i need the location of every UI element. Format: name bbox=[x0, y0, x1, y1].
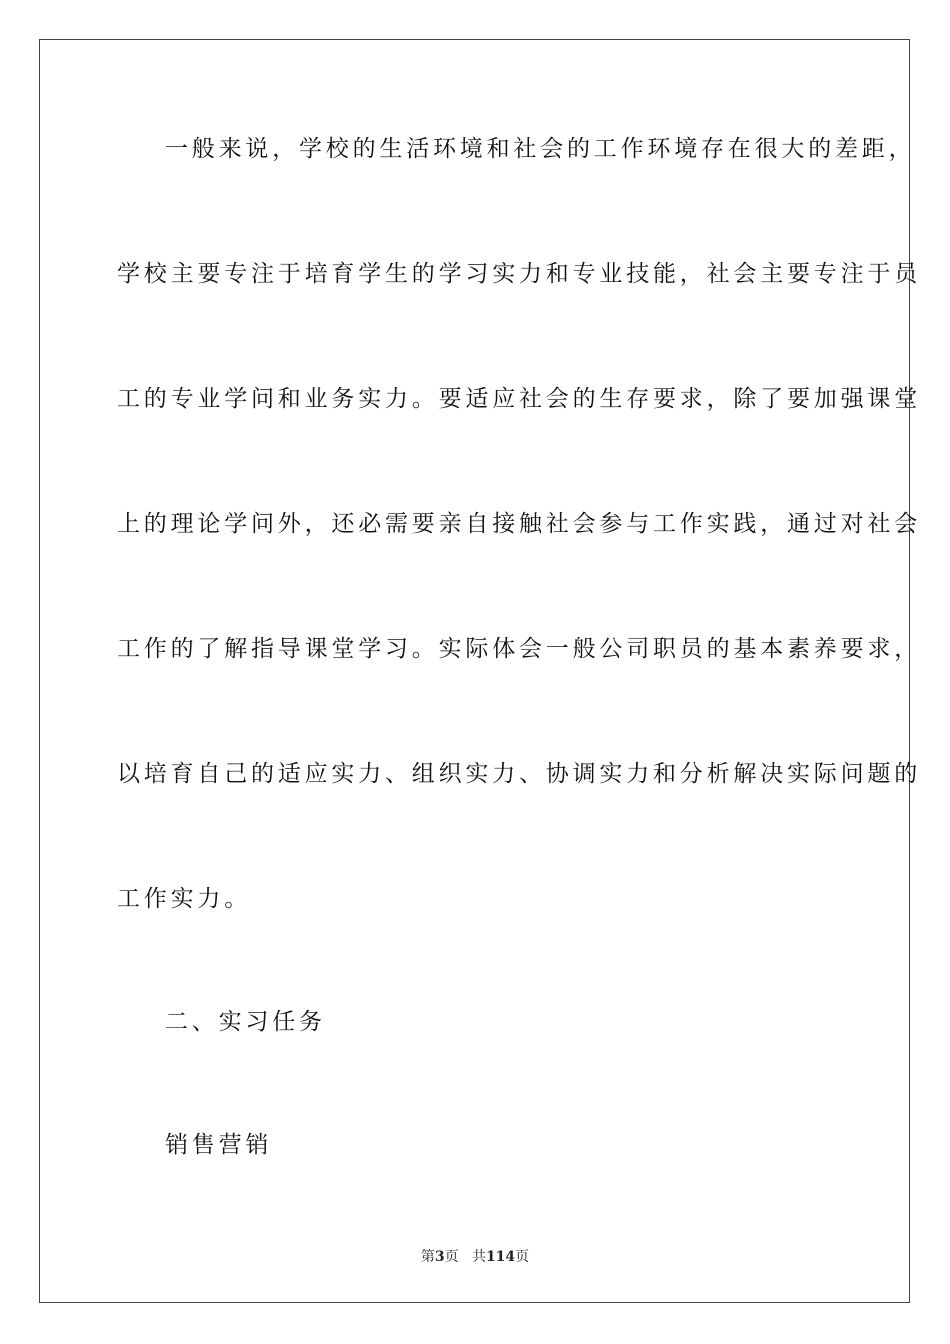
paragraph-line-7: 工作实力。 bbox=[117, 886, 251, 912]
footer-page-suffix: 页 bbox=[444, 1249, 459, 1265]
footer-total-suffix: 页 bbox=[515, 1249, 530, 1265]
section-heading: 二、实习任务 bbox=[165, 1009, 326, 1035]
footer-page-prefix: 第 bbox=[420, 1249, 435, 1265]
paragraph-line-5: 工作的了解指导课堂学习。实际体会一般公司职员的基本素养要求， bbox=[117, 636, 921, 662]
footer-total-pages: 114 bbox=[485, 1249, 516, 1265]
paragraph-line-4: 上的理论学问外，还必需要亲自接触社会参与工作实践，通过对社会 bbox=[117, 511, 921, 537]
page-footer bbox=[0, 1248, 950, 1266]
page-border bbox=[39, 39, 921, 1303]
paragraph-line-2: 学校主要专注于培育学生的学习实力和专业技能，社会主要专注于员 bbox=[117, 261, 921, 287]
subheading: 销售营销 bbox=[165, 1132, 273, 1158]
paragraph-line-3: 工的专业学问和业务实力。要适应社会的生存要求，除了要加强课堂 bbox=[117, 386, 921, 412]
footer-total-prefix: 共 bbox=[471, 1249, 486, 1265]
paragraph-line-6: 以培育自己的适应实力、组织实力、协调实力和分析解决实际问题的 bbox=[117, 761, 921, 787]
footer-page-number: 3 bbox=[434, 1249, 445, 1265]
paragraph-line-1: 一般来说，学校的生活环境和社会的工作环境存在很大的差距， bbox=[165, 136, 916, 162]
